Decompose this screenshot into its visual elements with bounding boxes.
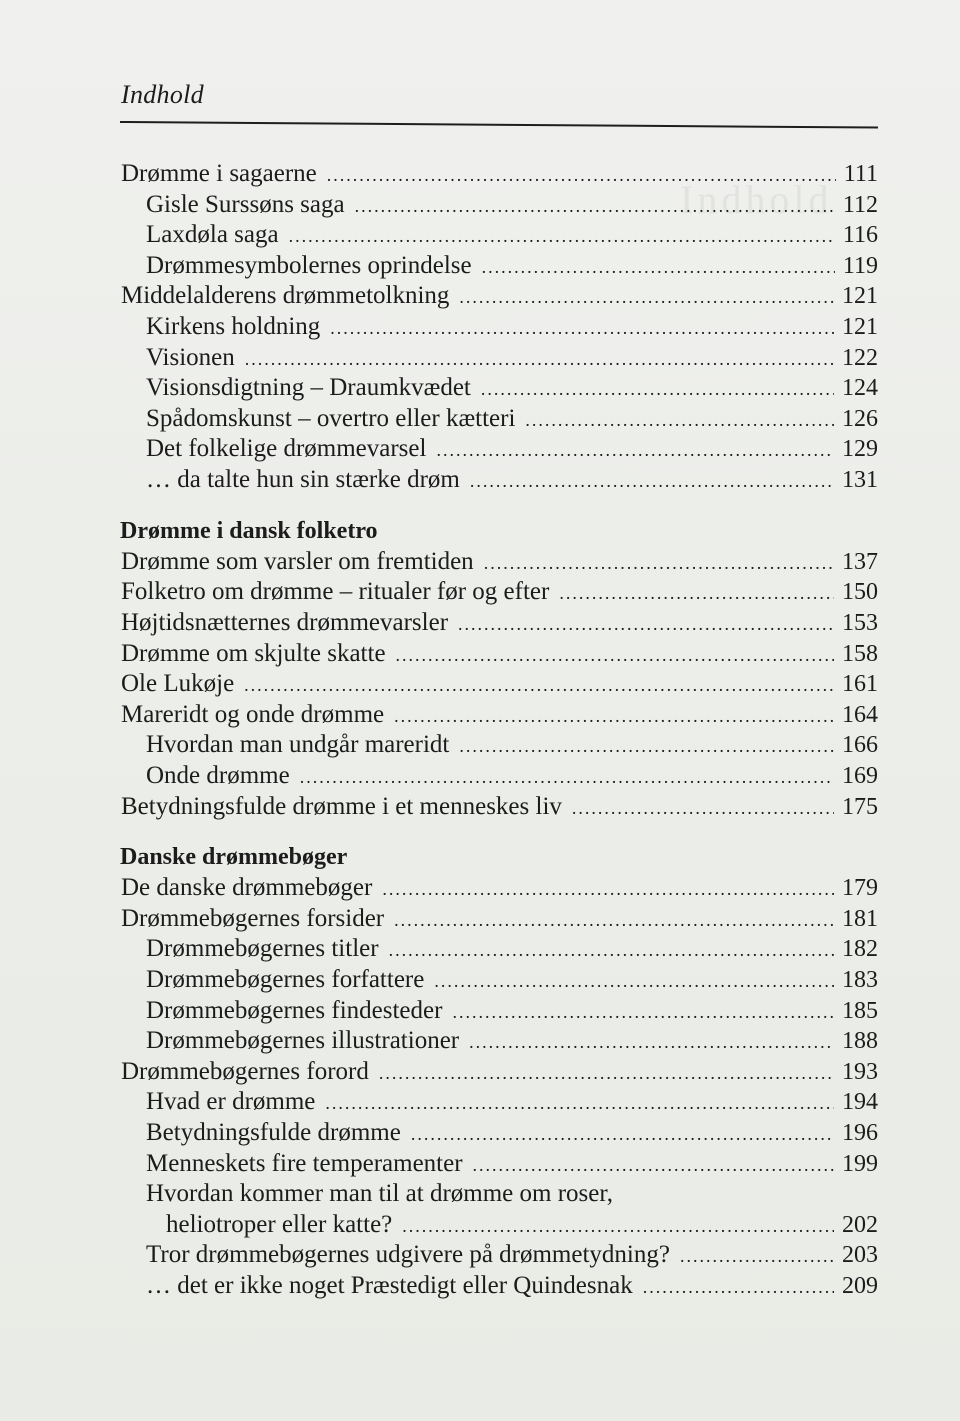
toc-page-number: 153	[842, 609, 878, 636]
toc-page-number: 196	[842, 1120, 878, 1146]
toc-entry[interactable]	[146, 1238, 878, 1272]
toc-entry[interactable]	[146, 463, 878, 497]
toc-page-number: 161	[842, 671, 878, 698]
toc-entry[interactable]	[146, 432, 878, 466]
toc-entry-title: heliotroper eller katte?	[166, 1210, 393, 1238]
section-heading: Drømme i dansk folketro	[120, 517, 378, 544]
toc-entry[interactable]	[146, 218, 878, 252]
toc-entry[interactable]	[146, 759, 878, 793]
toc-entry[interactable]	[146, 249, 878, 283]
toc-entry-title: Drømmebøgernes forord	[121, 1057, 369, 1085]
toc-entry-title: De danske drømmebøger	[121, 874, 373, 902]
toc-page-number: 179	[842, 875, 878, 902]
toc-entry[interactable]	[121, 545, 878, 579]
toc-page-number: 111	[843, 161, 878, 187]
toc-entry[interactable]	[146, 402, 878, 436]
toc-page-number: 202	[842, 1211, 878, 1238]
toc-entry-title: Betydningsfulde drømme i et menneskes liv	[121, 792, 562, 820]
toc-entry[interactable]	[146, 1085, 878, 1119]
toc-entry[interactable]	[121, 698, 878, 732]
toc-entry-title: Højtidsnætternes drømmevarsler	[121, 608, 449, 636]
toc-entry-title: Ole Lukøje	[121, 670, 235, 698]
toc-page-number: 164	[842, 701, 878, 728]
toc-entry[interactable]	[121, 871, 878, 905]
toc-page-number: 119	[842, 252, 878, 279]
toc-entry[interactable]	[146, 728, 878, 762]
toc-entry-title: Mareridt og onde drømme	[121, 700, 385, 728]
toc-entry-title: … det er ikke noget Præstedigt eller Quindesnak	[146, 1272, 633, 1299]
toc-entry-title: Folketro om drømme – ritualer før og efter	[121, 578, 550, 606]
toc-entry-title: Drømmebøgernes forfattere	[146, 966, 425, 993]
toc-entry-title: Tror drømmebøgernes udgivere på drømmetydning?	[146, 1241, 670, 1269]
toc-entry[interactable]	[121, 606, 878, 640]
toc-page-number: 185	[842, 997, 878, 1024]
toc-entry-title: Visionsdigtning – Draumkvædet	[146, 374, 471, 402]
toc-entry-title: Drømme i sagaerne	[121, 160, 317, 187]
dot-leader	[643, 1270, 834, 1304]
toc-entry-title: Spådomskunst – overtro eller kætteri	[146, 404, 516, 432]
toc-entry[interactable]	[146, 341, 878, 375]
show-through-text: Indhold	[680, 177, 833, 222]
toc-entry[interactable]	[121, 575, 878, 609]
toc-entry-title: Onde drømme	[146, 761, 290, 789]
toc-entry[interactable]	[146, 932, 878, 966]
toc-entry-title: Hvordan kommer man til at drømme om roser,	[146, 1180, 613, 1208]
toc-page-number: 121	[842, 314, 878, 340]
section-heading: Danske drømmebøger	[120, 844, 348, 871]
toc-entry-title: Drømme som varsler om fremtiden	[121, 547, 474, 575]
toc-page-number: 199	[842, 1150, 878, 1177]
toc-page-number: 194	[842, 1089, 878, 1116]
toc-entry-title: Hvad er drømme	[146, 1088, 316, 1116]
toc-entry-title: Laxdøla saga	[146, 221, 279, 249]
toc-entry[interactable]	[146, 188, 878, 222]
toc-page-number: 181	[842, 905, 878, 932]
toc-entry[interactable]	[166, 1208, 878, 1242]
toc-page-number: 131	[842, 467, 878, 493]
toc-entry-title: Drømmebøgernes illustrationer	[146, 1027, 460, 1055]
toc-entry[interactable]	[146, 994, 878, 1028]
toc-page-number: 169	[842, 762, 878, 789]
toc-entry-title: … da talte hun sin stærke drøm	[146, 466, 460, 493]
toc-entry[interactable]	[146, 1116, 878, 1150]
toc-page-number: 124	[842, 375, 878, 402]
dot-leader	[572, 791, 834, 825]
toc-entry[interactable]	[121, 902, 878, 936]
toc-entry[interactable]	[146, 1269, 878, 1303]
toc-entry[interactable]	[121, 279, 878, 313]
toc-entry[interactable]	[121, 637, 878, 671]
toc-page-number: 203	[842, 1242, 878, 1269]
toc-page-number: 126	[842, 405, 878, 432]
toc-entry-title: Menneskets fire temperamenter	[146, 1149, 463, 1177]
toc-entry[interactable]	[146, 1024, 878, 1058]
toc-page-number: 116	[842, 222, 878, 249]
toc-page-number: 150	[842, 579, 878, 606]
toc-entry-title: Drømmebøgernes titler	[146, 935, 379, 963]
toc-entry-title: Kirkens holdning	[146, 313, 321, 340]
toc-entry-title: Drømmebøgernes forsider	[121, 904, 385, 932]
toc-page-number: 209	[842, 1273, 878, 1299]
toc-page-number: 183	[842, 967, 878, 993]
toc-entry-title: Drømmesymbolernes oprindelse	[146, 251, 472, 279]
toc-page-number: 182	[842, 936, 878, 963]
toc-page-number: 137	[842, 548, 878, 575]
toc-entry[interactable]	[146, 963, 878, 997]
running-head: Indhold	[121, 80, 204, 109]
toc-page-number: 193	[842, 1058, 878, 1085]
toc-entry[interactable]	[121, 1055, 878, 1089]
toc-entry-title: Det folkelige drømmevarsel	[146, 435, 427, 463]
toc-entry[interactable]	[146, 1177, 878, 1211]
toc-entry-title: Visionen	[146, 343, 235, 371]
toc-page-number: 121	[842, 283, 878, 310]
toc-entry[interactable]	[146, 371, 878, 405]
toc-entry-title: Hvordan man undgår mareridt	[146, 731, 450, 759]
toc-entry[interactable]	[146, 310, 878, 344]
toc-entry-title: Drømme om skjulte skatte	[121, 639, 386, 667]
toc-page-number: 129	[842, 436, 878, 463]
toc-entry[interactable]	[121, 790, 878, 824]
toc-page-number: 166	[842, 732, 878, 759]
toc-page-number: 175	[842, 793, 878, 820]
toc-page-number: 188	[842, 1028, 878, 1055]
toc-page-number: 122	[842, 344, 878, 371]
toc-entry-title: Middelalderens drømmetolkning	[121, 282, 450, 310]
toc-entry[interactable]	[121, 157, 878, 191]
toc-page-number: 112	[842, 191, 878, 218]
toc-page-number: 158	[842, 640, 878, 667]
toc-entry-title: Gisle Surssøns saga	[146, 190, 345, 218]
dot-leader	[470, 464, 834, 498]
toc-entry-title: Betydningsfulde drømme	[146, 1119, 401, 1146]
toc-entry[interactable]	[146, 1147, 878, 1181]
toc-entry-title: Drømmebøgernes findesteder	[146, 996, 443, 1024]
toc-entry[interactable]	[121, 667, 878, 701]
